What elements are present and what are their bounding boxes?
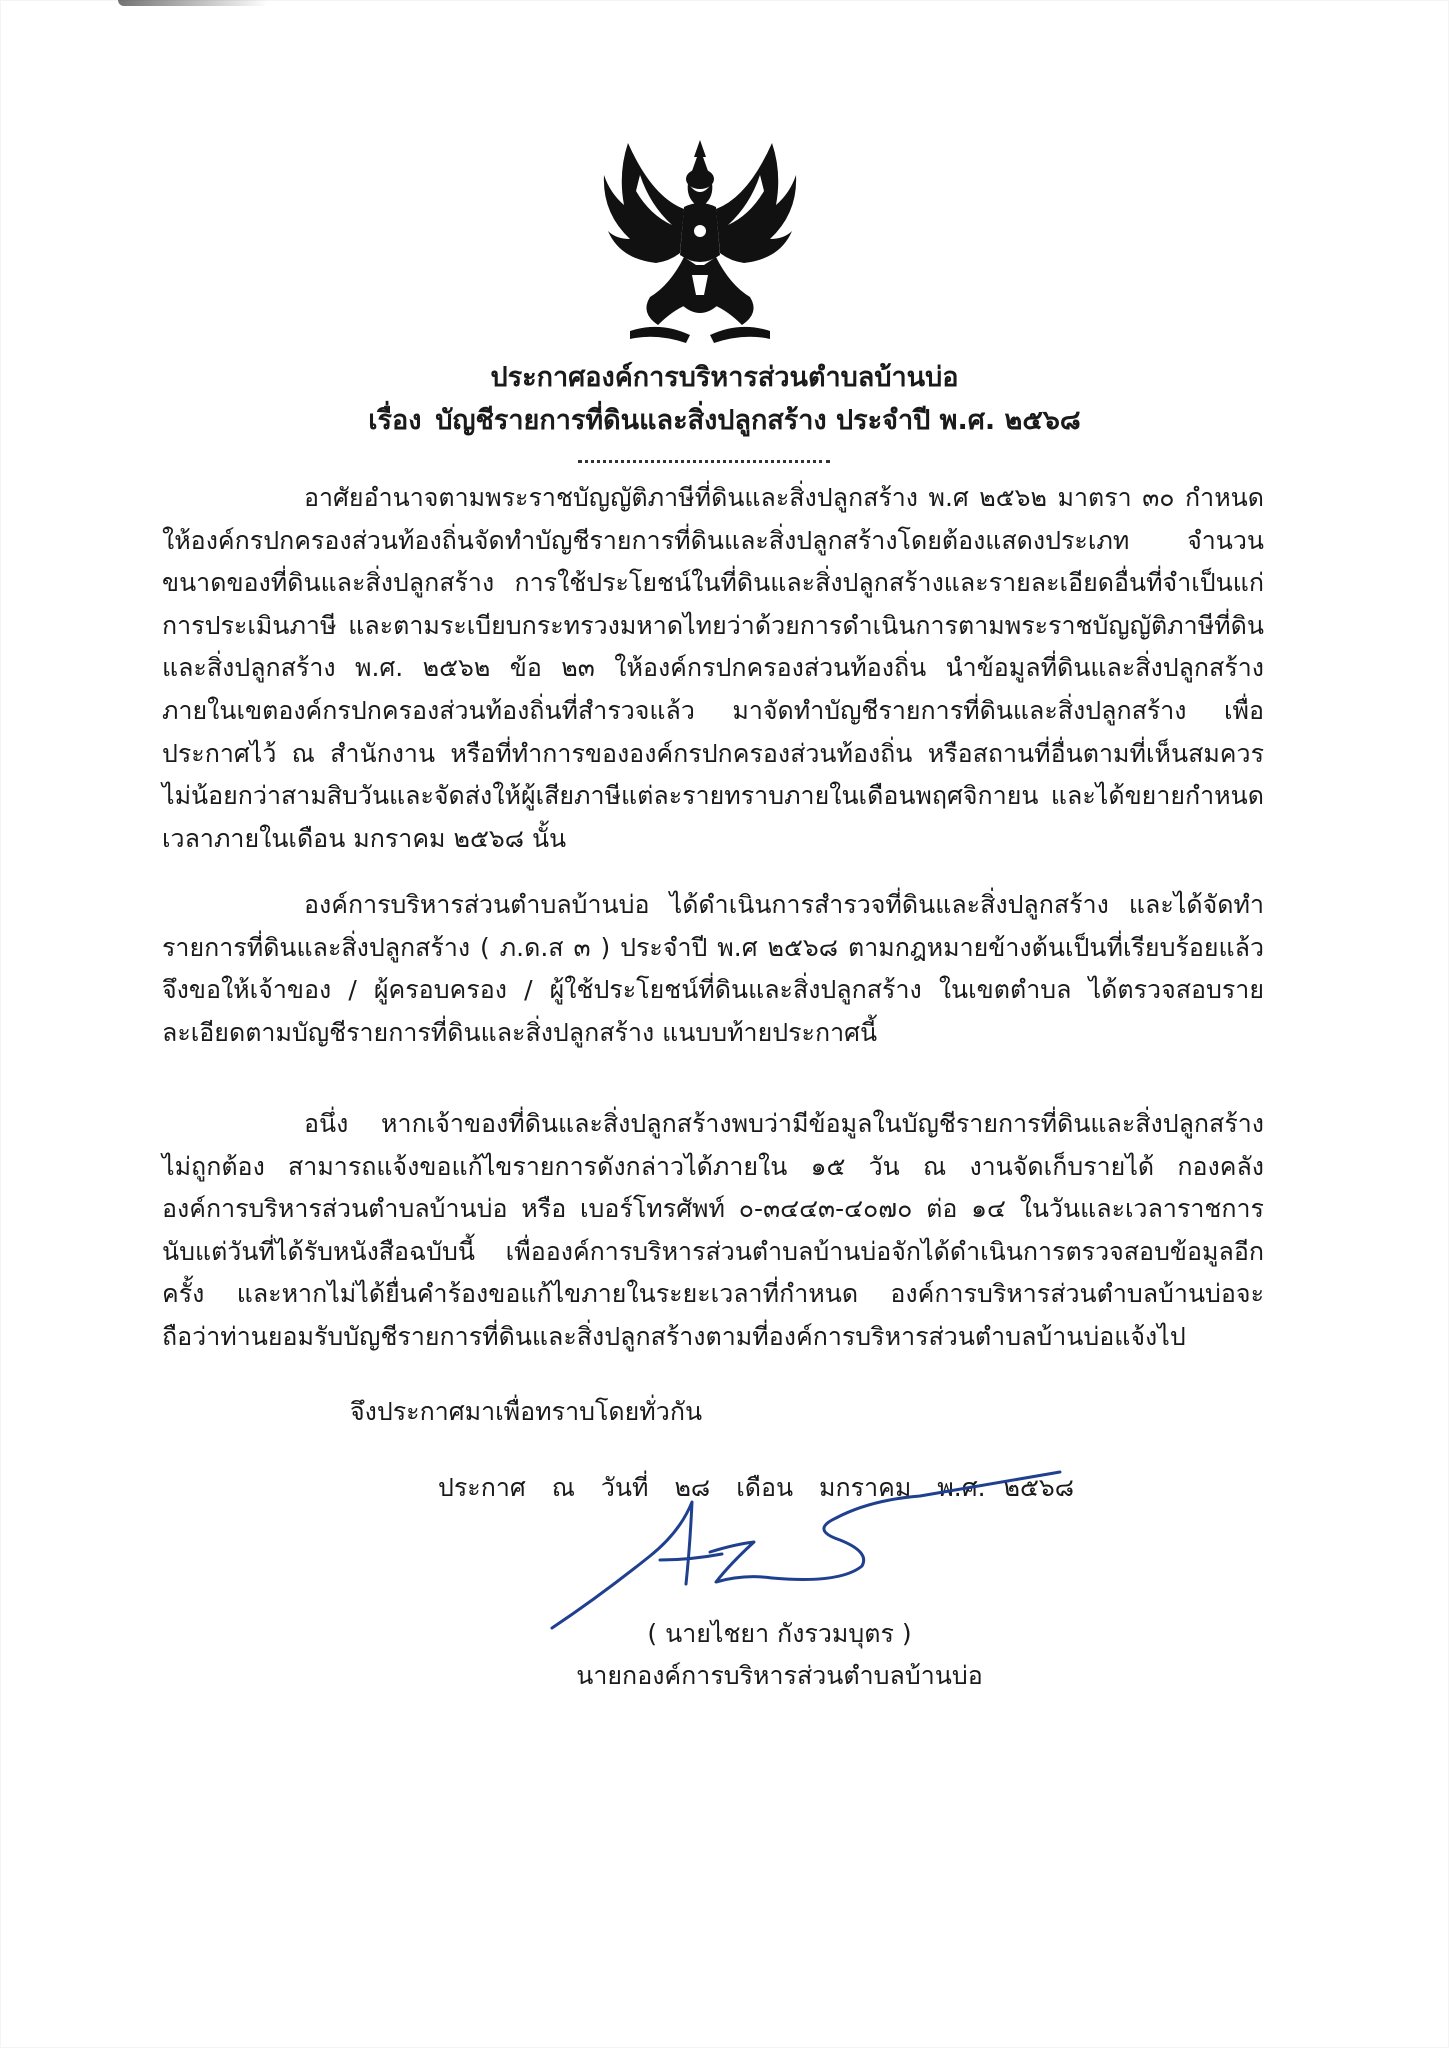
subject-label: เรื่อง (368, 405, 422, 436)
date-prefix: ประกาศ (438, 1473, 526, 1502)
subject-text: บัญชีรายการที่ดินและสิ่งปลูกสร้าง ประจำปี พ.ศ. ๒๕๖๘ (435, 405, 1081, 436)
body-paragraph-3 (162, 1103, 1264, 1359)
date-month-label: เดือน (736, 1473, 794, 1502)
dotted-divider (578, 460, 830, 463)
paragraph-text: องค์การบริหารส่วนตำบลบ้านบ่อ ได้ดำเนินการสำรวจที่ดินและสิ่งปลูกสร้าง และได้จัดทำรายการที่ดินและสิ่งปลูกสร้าง ( ภ.ด.ส ๓ ) ประจำปี พ.ศ ๒๕๖๘ ตามกฎหมายข้างต้นเป็นที่เรียบร้อยแล้ว จึงขอให้เจ้าของ / ผู้ครอบครอง / ผู้ใช้ประโยชน์ที่ดินและสิ่งปลูกสร้าง ในเขตตำบล ได้ตรวจสอบรายละเอียดตามบัญชีรายการที่ดินและสิ่งปลูกสร้าง แนบบท้ายประกาศนี้ (162, 890, 1264, 1047)
signer-name: ( นายไชยา กังรวมบุตร ) (647, 1619, 912, 1648)
signer-position: นายกองค์การบริหารส่วนตำบลบ้านบ่อ (576, 1661, 983, 1690)
announcement-subject (0, 398, 1449, 441)
date-year-label: พ.ศ. (937, 1473, 986, 1502)
body-paragraph-1 (162, 477, 1264, 860)
scan-edge-mark (118, 0, 268, 6)
garuda-emblem-icon (600, 135, 800, 345)
body-paragraph-2 (162, 884, 1264, 1054)
date-day-label: วันที่ (600, 1473, 649, 1502)
paragraph-text: อนึ่ง หากเจ้าของที่ดินและสิ่งปลูกสร้างพบว่ามีข้อมูลในบัญชีรายการที่ดินและสิ่งปลูกสร้างไม่ถูกต้อง สามารถแจ้งขอแก้ไขรายการดังกล่าวได้ภายใน ๑๕ วัน ณ งานจัดเก็บรายได้ กองคลัง องค์การบริหารส่วนตำบลบ้านบ่อ หรือ เบอร์โทรศัพท์ ๐-๓๔๔๓-๔๐๗๐ ต่อ ๑๔ ในวันและเวลาราชการ นับแต่วันที่ได้รับหนังสือฉบับนี้ เพื่อองค์การบริหารส่วนตำบลบ้านบ่อจักได้ดำเนินการตรวจสอบข้อมูลอีกครั้ง และหากไม่ได้ยื่นคำร้องขอแก้ไขภายในระยะเวลาที่กำหนด องค์การบริหารส่วนตำบลบ้านบ่อจะถือว่าท่านยอมรับบัญชีรายการที่ดินและสิ่งปลูกสร้างตามที่องค์การบริหารส่วนตำบลบ้านบ่อแจ้งไป (162, 1109, 1264, 1351)
date-year: ๒๕๖๘ (1003, 1473, 1075, 1502)
date-at: ณ (551, 1473, 575, 1502)
date-day: ๒๘ (674, 1473, 711, 1502)
announcement-title: ประกาศองค์การบริหารส่วนตำบลบ้านบ่อ (490, 362, 959, 393)
paragraph-text: อาศัยอำนาจตามพระราชบัญญัติภาษีที่ดินและสิ่งปลูกสร้าง พ.ศ ๒๕๖๒ มาตรา ๓๐ กำหนดให้องค์กรปกครองส่วนท้องถิ่นจัดทำบัญชีรายการที่ดินและสิ่งปลูกสร้างโดยต้องแสดงประเภท จำนวน ขนาดของที่ดินและสิ่งปลูกสร้าง การใช้ประโยชน์ในที่ดินและสิ่งปลูกสร้างและรายละเอียดอื่นที่จำเป็นแก่การประเมินภาษี และตามระเบียบกระทรวงมหาดไทยว่าด้วยการดำเนินการตามพระราชบัญญัติภาษีที่ดินและสิ่งปลูกสร้าง พ.ศ. ๒๕๖๒ ข้อ ๒๓ ให้องค์กรปกครองส่วนท้องถิ่น นำข้อมูลที่ดินและสิ่งปลูกสร้างภายในเขตองค์กรปกครองส่วนท้องถิ่นที่สำรวจแล้ว มาจัดทำบัญชีรายการที่ดินและสิ่งปลูกสร้าง เพื่อประกาศไว้ ณ สำนักงาน หรือที่ทำการขององค์กรปกครองส่วนท้องถิ่น หรือสถานที่อื่นตามที่เห็นสมควร ไม่น้อยกว่าสามสิบวันและจัดส่งให้ผู้เสียภาษีแต่ละรายทราบภายในเดือนพฤศจิกายน และได้ขยายกำหนดเวลาภายในเดือน มกราคม ๒๕๖๘ นั้น (162, 483, 1264, 853)
closing-statement: จึงประกาศมาเพื่อทราบโดยทั่วกัน (350, 1397, 703, 1426)
date-month: มกราคม (819, 1473, 912, 1502)
